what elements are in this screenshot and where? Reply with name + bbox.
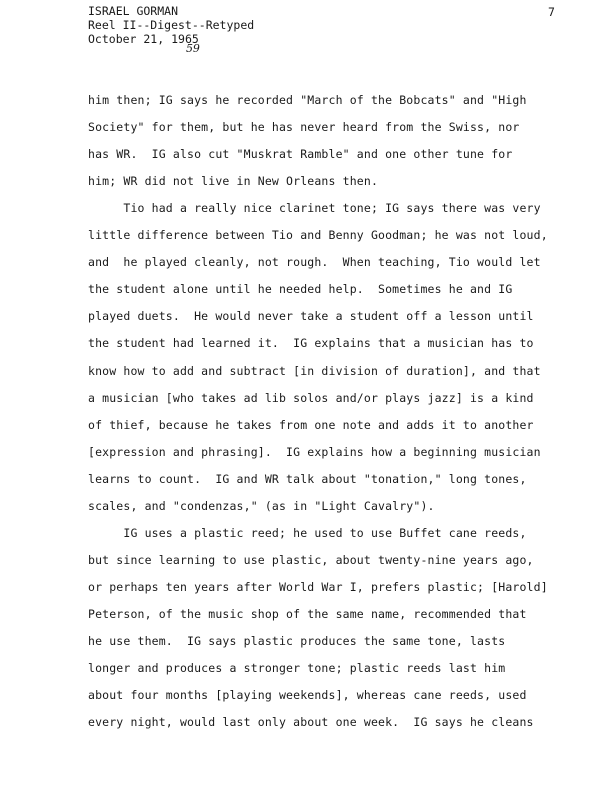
- body-line: longer and produces a stronger tone; plastic reeds last him: [88, 661, 506, 676]
- body-line: Peterson, of the music shop of the same name, recommended that: [88, 606, 527, 621]
- header-date-year: [184, 32, 200, 55]
- body-line: played duets. He would never take a student off a lesson until: [88, 309, 534, 324]
- body-line: every night, would last only about one week. IG says he cleans: [88, 715, 534, 730]
- body-line: a musician [who takes ad lib solos and/or plays jazz] is a kind: [88, 390, 534, 405]
- body-line: [expression and phrasing]. IG explains how a beginning musician: [88, 444, 541, 459]
- body-line: the student alone until he needed help. Sometimes he and IG: [88, 282, 513, 297]
- header-date: [88, 32, 200, 55]
- header-date-prefix: October 21, 19: [88, 32, 185, 46]
- body-line: know how to add and subtract [in division of duration], and that: [88, 363, 541, 378]
- body-line: of thief, because he takes from one note and adds it to another: [88, 417, 534, 432]
- header-name: ISRAEL GORMAN: [88, 4, 179, 18]
- body-line: and he played cleanly, not rough. When teaching, Tio would let: [88, 255, 541, 270]
- header-date-year-typed: 65: [184, 32, 199, 46]
- body-line: Society" for them, but he has never heard from the Swiss, nor: [88, 120, 520, 135]
- body-line: little difference between Tio and Benny Goodman; he was not loud,: [88, 228, 548, 243]
- body-line: the student had learned it. IG explains that a musician has to: [88, 336, 534, 351]
- body-line: him; WR did not live in New Orleans then.: [88, 174, 379, 189]
- body-line: learns to count. IG and WR talk about "tonation," long tones,: [88, 471, 527, 486]
- body-line: he use them. IG says plastic produces the same tone, lasts: [88, 634, 506, 648]
- body-line: about four months [playing weekends], whereas cane reeds, used: [88, 688, 527, 703]
- body-line: scales, and "condenzas," (as in "Light Cavalry").: [88, 498, 435, 513]
- body-line: him then; IG says he recorded "March of the Bobcats" and "High: [88, 93, 527, 107]
- body-line: IG uses a plastic reed; he used to use Buffet cane reeds,: [88, 525, 527, 540]
- page-number: 7: [548, 5, 555, 19]
- body-line: or perhaps ten years after World War I, prefers plastic; [Harold]: [88, 579, 548, 594]
- body-line: Tio had a really nice clarinet tone; IG says there was very: [88, 201, 541, 216]
- header-date-year-handwritten: 59: [185, 42, 200, 55]
- body-line: but since learning to use plastic, about twenty-nine years ago,: [88, 552, 534, 567]
- header-reel: Reel II--Digest--Retyped: [88, 18, 255, 32]
- body-line: has WR. IG also cut "Muskrat Ramble" and one other tune for: [88, 147, 513, 162]
